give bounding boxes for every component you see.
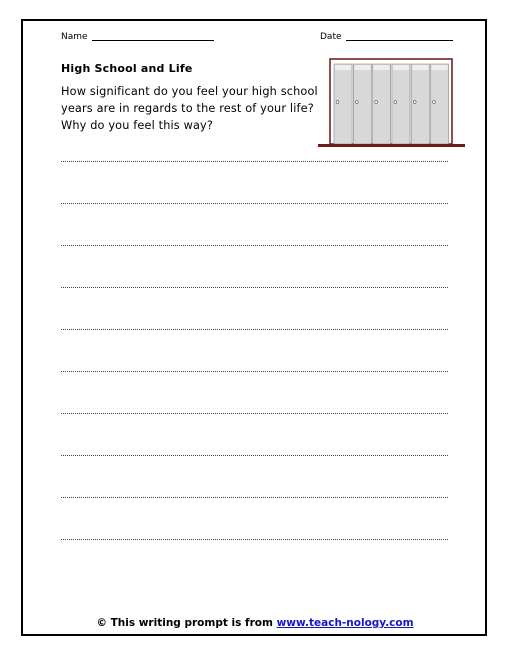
writing-line[interactable] bbox=[61, 455, 448, 456]
locker-handle bbox=[433, 101, 436, 104]
locker-handle bbox=[336, 101, 339, 104]
locker-vent bbox=[335, 65, 351, 70]
date-field bbox=[320, 31, 453, 42]
locker-vent bbox=[374, 65, 390, 70]
locker-door bbox=[411, 64, 429, 144]
writing-line[interactable] bbox=[61, 287, 448, 288]
writing-line[interactable] bbox=[61, 539, 448, 540]
locker-handle bbox=[394, 101, 397, 104]
footer-link[interactable]: www.teach-nology.com bbox=[276, 617, 414, 629]
writing-line[interactable] bbox=[61, 329, 448, 330]
name-field bbox=[61, 31, 214, 42]
floor-shelf bbox=[318, 144, 465, 147]
writing-line[interactable] bbox=[61, 161, 448, 162]
locker-vent bbox=[412, 65, 428, 70]
locker-door bbox=[353, 64, 371, 144]
locker-handle bbox=[413, 101, 416, 104]
locker-vent bbox=[432, 65, 448, 70]
writing-prompt: How significant do you feel your high school years are in regards to the rest of your life? Why do you feel this way? bbox=[61, 85, 318, 132]
writing-line[interactable] bbox=[61, 203, 448, 204]
locker-door bbox=[392, 64, 410, 144]
writing-line[interactable] bbox=[61, 497, 448, 498]
writing-line[interactable] bbox=[61, 371, 448, 372]
locker-door bbox=[431, 64, 449, 144]
footer-text: © This writing prompt is from bbox=[96, 617, 273, 629]
locker-door bbox=[373, 64, 391, 144]
locker-vent bbox=[354, 65, 370, 70]
locker-vent bbox=[393, 65, 409, 70]
worksheet-title: High School and Life bbox=[61, 62, 193, 75]
name-label: Name bbox=[61, 32, 88, 42]
writing-line[interactable] bbox=[61, 413, 448, 414]
locker-row bbox=[334, 64, 449, 144]
date-blank-line bbox=[346, 31, 453, 41]
writing-line[interactable] bbox=[61, 245, 448, 246]
date-label: Date bbox=[320, 32, 342, 42]
footer bbox=[0, 617, 510, 629]
name-blank-line bbox=[92, 31, 214, 41]
locker-handle bbox=[375, 101, 378, 104]
locker-handle bbox=[355, 101, 358, 104]
school-lockers-icon bbox=[318, 58, 465, 150]
locker-door bbox=[334, 64, 352, 144]
